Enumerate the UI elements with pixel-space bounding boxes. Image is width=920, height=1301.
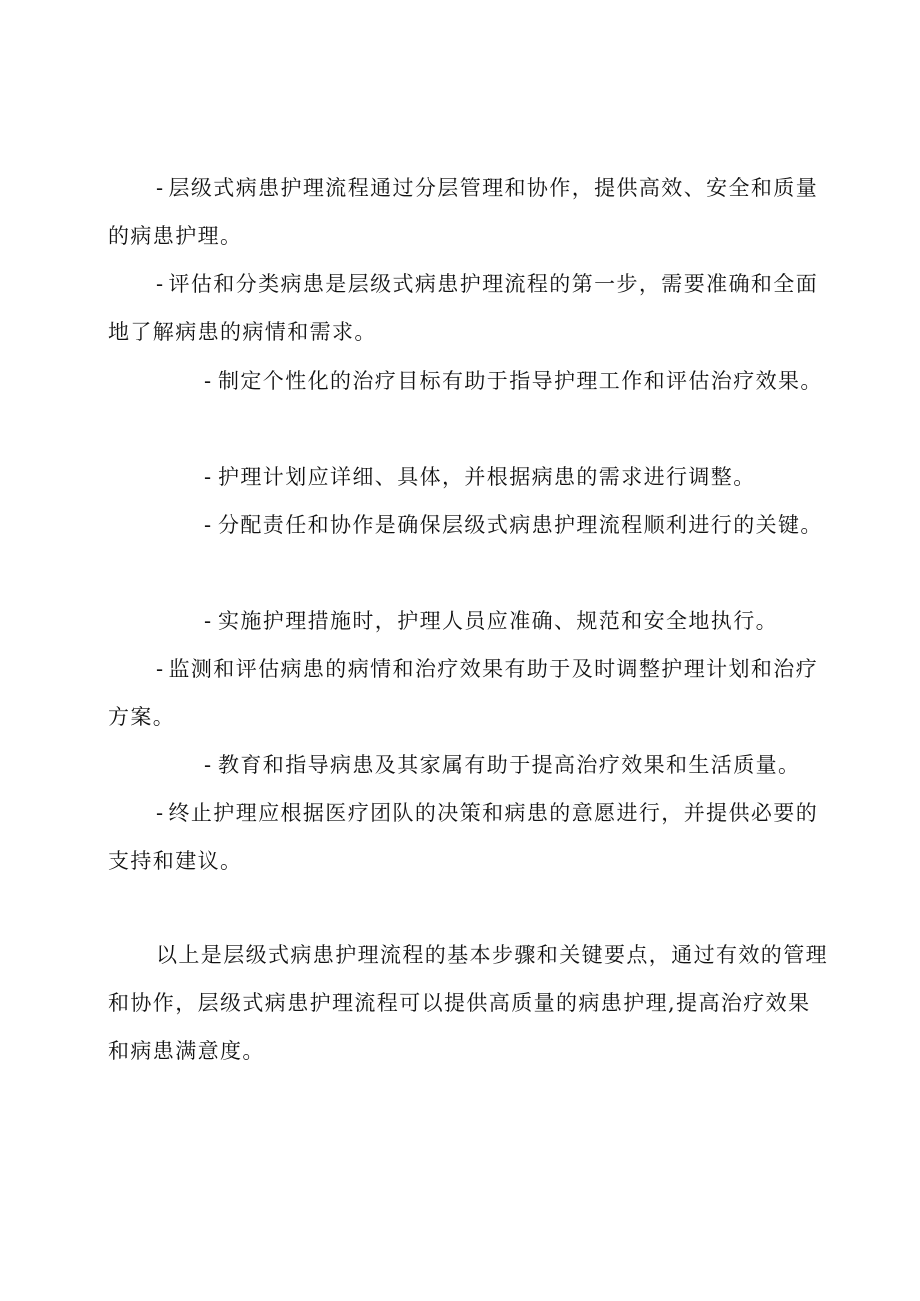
bullet-text: 分配责任和协作是确保层级式病患护理流程顺利进行的关键。 (218, 513, 823, 537)
bullet-item (108, 501, 828, 549)
bullet-text: 制定个性化的治疗目标有助于指导护理工作和评估治疗效果。 (218, 369, 823, 393)
bullet-item (108, 164, 828, 260)
bullet-text: 监测和评估病患的病情和治疗效果有助于及时调整护理计划和治疗方案。 (108, 657, 819, 729)
bullet-item (108, 741, 828, 789)
bullet-dash: - (204, 465, 213, 489)
bullet-text: 层级式病患护理流程通过分层管理和协作，提供高效、安全和质量的病患护理。 (108, 176, 819, 248)
summary-paragraph: 以上是层级式病患护理流程的基本步骤和关键要点，通过有效的管理和协作，层级式病患护理流程可以提供高质量的病患护理,提高治疗效果和病患满意度。 (108, 943, 828, 1063)
bullet-item (108, 260, 828, 356)
bullet-dash: - (156, 272, 165, 296)
bullet-item (108, 357, 828, 405)
bullet-dash: - (204, 609, 213, 633)
bullet-dash: - (204, 369, 213, 393)
bullet-text: 教育和指导病患及其家属有助于提高治疗效果和生活质量。 (218, 753, 801, 777)
bullet-text: 护理计划应详细、具体，并根据病患的需求进行调整。 (218, 465, 756, 489)
bullet-item (108, 453, 828, 501)
bullet-dash: - (204, 753, 213, 777)
bullet-item (108, 597, 828, 645)
bullet-dash: - (204, 513, 213, 537)
bullet-item (108, 789, 828, 885)
bullet-text: 评估和分类病患是层级式病患护理流程的第一步，需要准确和全面地了解病患的病情和需求。 (108, 272, 819, 344)
bullet-dash: - (156, 176, 165, 200)
bullet-dash: - (156, 801, 165, 825)
bullet-text: 终止护理应根据医疗团队的决策和病患的意愿进行，并提供必要的支持和建议。 (108, 801, 819, 873)
bullet-text: 实施护理措施时，护理人员应准确、规范和安全地执行。 (218, 609, 778, 633)
bullet-item (108, 645, 828, 741)
bullet-dash: - (156, 657, 165, 681)
